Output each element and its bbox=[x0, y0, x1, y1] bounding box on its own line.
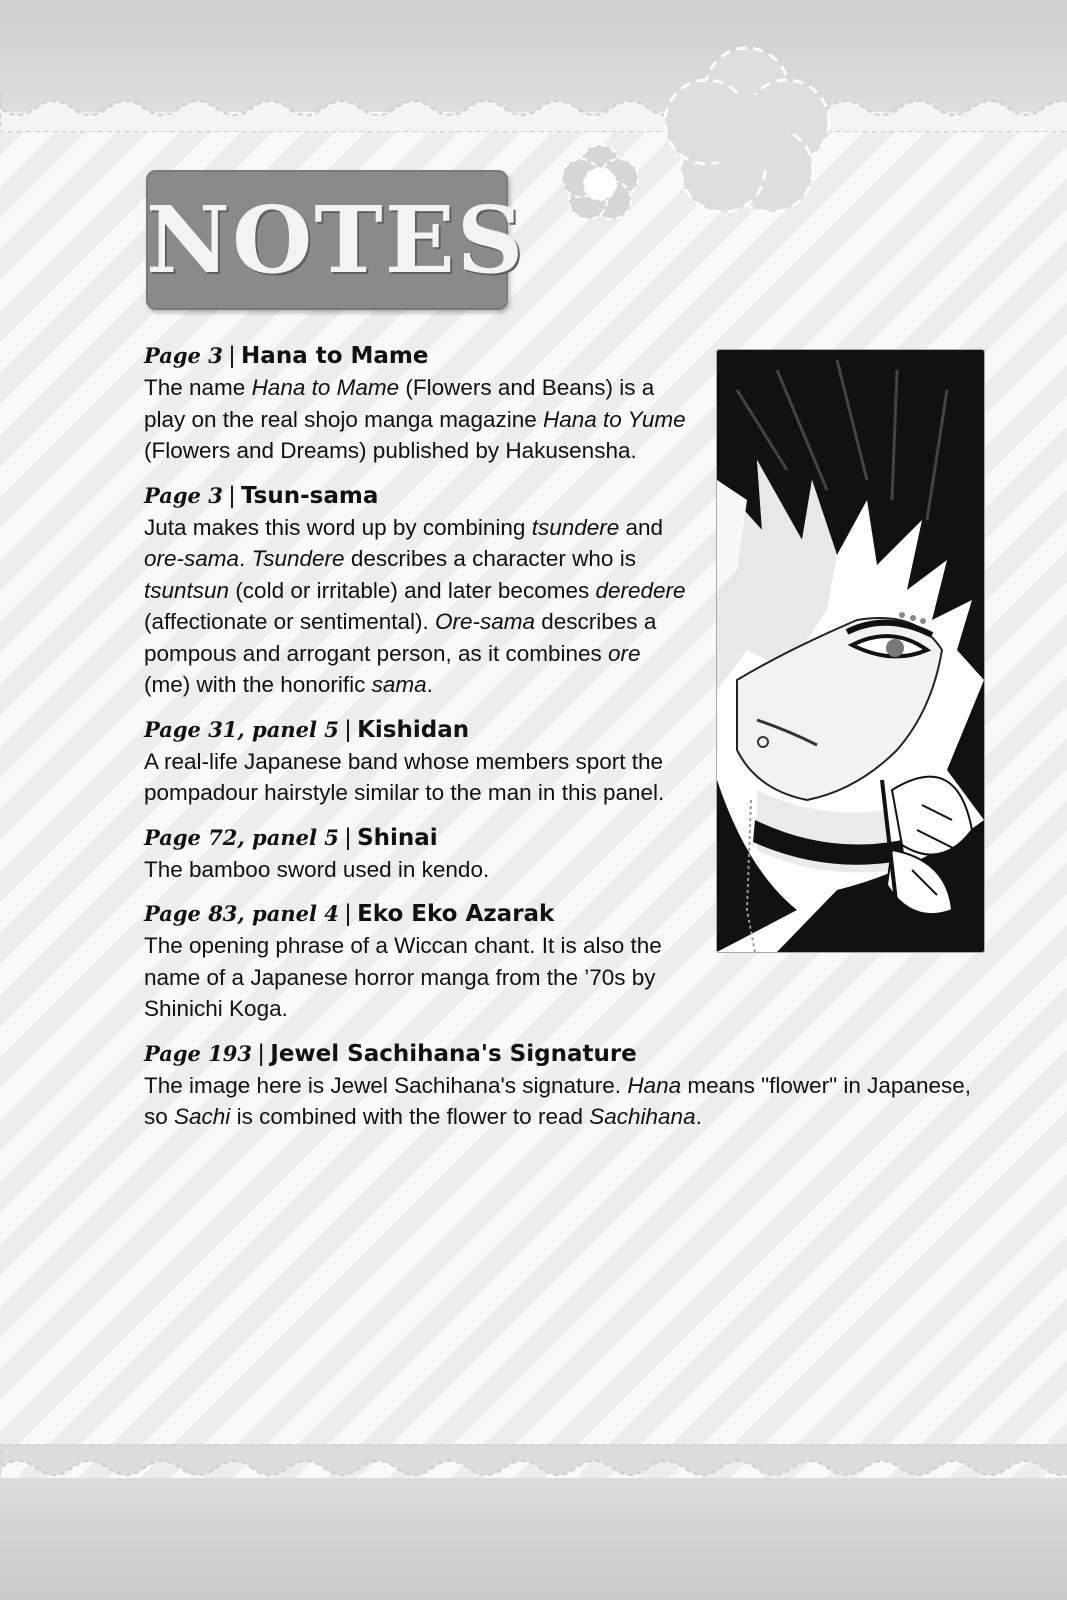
note-heading bbox=[144, 480, 689, 512]
note-heading bbox=[144, 340, 689, 372]
note-body: A real-life Japanese band whose members sport the pompadour hairstyle similar to the man in this panel. bbox=[144, 748, 665, 805]
note-separator: | bbox=[228, 342, 236, 369]
note-separator: | bbox=[344, 900, 352, 927]
note-item bbox=[144, 898, 689, 1025]
note-page-ref: Page 83, panel 4 bbox=[144, 901, 339, 926]
small-flower-ornament-icon bbox=[558, 140, 643, 225]
page-title: NOTES bbox=[146, 186, 526, 294]
note-term: Jewel Sachihana's Signature bbox=[270, 1040, 637, 1067]
notes-title-badge bbox=[146, 170, 526, 310]
note-page-ref: Page 72, panel 5 bbox=[144, 824, 339, 850]
note-term: Eko Eko Azarak bbox=[357, 901, 555, 927]
note-term: Shinai bbox=[357, 824, 438, 851]
note-heading bbox=[144, 822, 689, 854]
top-scallop-edge bbox=[0, 92, 1067, 132]
note-term: Kishidan bbox=[357, 716, 470, 743]
note-item bbox=[144, 822, 689, 886]
note-item bbox=[144, 1038, 994, 1133]
note-body: The opening phrase of a Wiccan chant. It is also the name of a Japanese horror manga from the ’70s by Shinichi Koga. bbox=[144, 933, 662, 1021]
note-body: The name Hana to Mame (Flowers and Beans) is a play on the real shojo manga magazine Hana to Yume (Flowers and Dreams) published by Hakusensha. bbox=[144, 375, 686, 463]
note-heading bbox=[144, 714, 689, 746]
note-item bbox=[144, 480, 689, 701]
note-heading bbox=[144, 898, 689, 930]
note-separator: | bbox=[344, 823, 352, 851]
flower-ornament-icon bbox=[655, 38, 840, 223]
note-body: The image here is Jewel Sachihana's signature. Hana means "flower" in Japanese, so Sachi is combined with the flower to read Sachihana. bbox=[144, 1072, 971, 1129]
note-separator: | bbox=[344, 715, 352, 743]
note-term: Hana to Mame bbox=[241, 343, 429, 369]
note-item bbox=[144, 340, 689, 467]
character-portrait-illustration bbox=[716, 349, 985, 953]
note-page-ref: Page 193 bbox=[144, 1040, 253, 1066]
note-page-ref: Page 31, panel 5 bbox=[144, 716, 339, 742]
note-item bbox=[144, 714, 689, 809]
note-page-ref: Page 3 bbox=[144, 482, 223, 508]
note-separator: | bbox=[228, 481, 236, 509]
bottom-decorative-band bbox=[0, 1478, 1067, 1600]
note-separator: | bbox=[258, 1039, 265, 1067]
note-page-ref: Page 3 bbox=[144, 343, 223, 368]
note-heading bbox=[144, 1038, 994, 1070]
note-term: Tsun-sama bbox=[241, 482, 379, 509]
note-body: The bamboo sword used in kendo. bbox=[144, 856, 490, 882]
note-body: Juta makes this word up by combining tsundere and ore-sama. Tsundere describes a character who is tsuntsun (cold or irritable) and later becomes deredere (affectionate or sentimental). Ore-sama describes a pompous and arrogant person, as it combines ore (me) with the honorific sama. bbox=[144, 514, 686, 697]
